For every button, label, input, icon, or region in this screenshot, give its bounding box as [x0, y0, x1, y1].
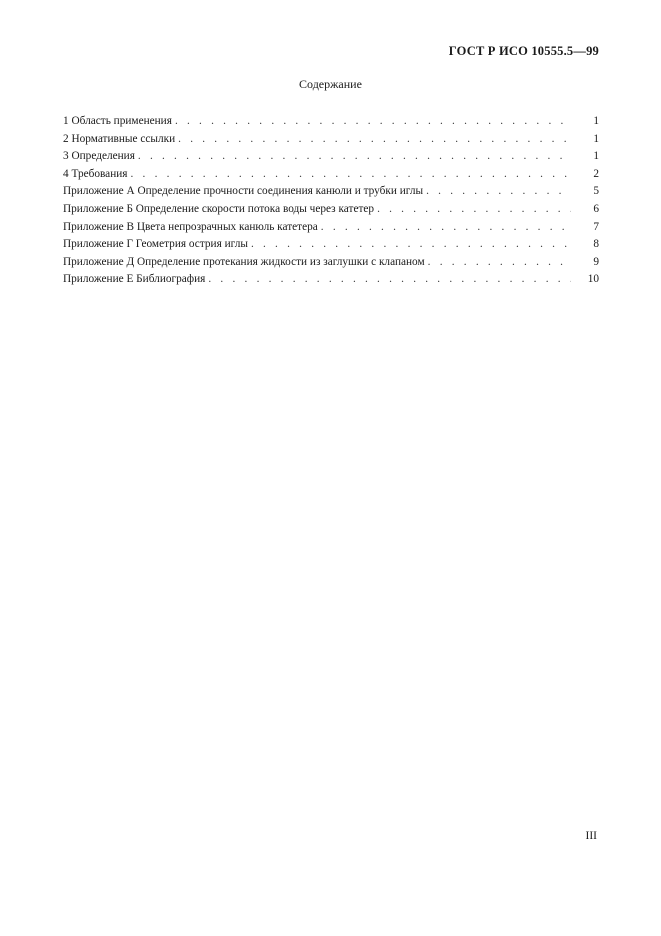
- toc-item-page: 1: [593, 115, 599, 127]
- document-code: ГОСТ Р ИСО 10555.5—99: [448, 44, 599, 58]
- toc-item-page: 1: [593, 132, 599, 145]
- toc-dot-leader: [251, 238, 571, 250]
- toc-dot-leader: [175, 115, 571, 127]
- table-of-contents: [63, 115, 599, 291]
- toc-item-page: 8: [593, 238, 599, 251]
- toc-item-label: Приложение А Определение прочности соединения канюли и трубки иглы: [63, 185, 424, 198]
- toc-item-label: Приложение Б Определение скорости потока воды через катетер: [63, 202, 375, 215]
- toc-item-label: Приложение В Цвета непрозрачных канюль катетера: [63, 220, 318, 233]
- toc-item-page: 10: [587, 273, 599, 286]
- toc-item-label: Приложение Г Геометрия острия иглы: [63, 238, 248, 251]
- toc-item-page: 7: [593, 220, 599, 233]
- toc-item: [63, 256, 599, 274]
- toc-item: [63, 115, 599, 133]
- toc-dot-leader: [321, 221, 571, 233]
- page-number: III: [585, 830, 597, 842]
- toc-item-label: 2 Нормативные ссылки: [63, 132, 176, 145]
- toc-item: [63, 273, 599, 291]
- toc-dot-leader: [131, 168, 572, 180]
- toc-dot-leader: [208, 273, 571, 285]
- toc-item-label: 1 Область применения: [63, 115, 172, 127]
- toc-item: [63, 168, 599, 186]
- toc-item-page: 5: [593, 185, 599, 198]
- toc-item: [63, 221, 599, 239]
- toc-item-page: 1: [593, 150, 599, 163]
- toc-dot-leader: [428, 256, 571, 268]
- toc-dot-leader: [178, 133, 571, 145]
- toc-dot-leader: [138, 150, 571, 162]
- toc-item-page: 2: [593, 167, 599, 180]
- toc-item: [63, 150, 599, 168]
- toc-item-label: Приложение Д Определение протекания жидкости из заглушки с клапаном: [63, 255, 425, 268]
- toc-dot-leader: [377, 203, 571, 215]
- toc-dot-leader: [426, 185, 571, 197]
- toc-item-page: 6: [593, 202, 599, 215]
- toc-item-label: 3 Определения: [63, 150, 135, 163]
- toc-title: Содержание: [299, 77, 362, 91]
- toc-item: [63, 185, 599, 203]
- toc-item: [63, 133, 599, 151]
- toc-item-label: Приложение Е Библиография: [63, 273, 206, 286]
- toc-item-page: 9: [593, 255, 599, 268]
- toc-item: [63, 203, 599, 221]
- toc-item: [63, 238, 599, 256]
- toc-item-label: 4 Требования: [63, 167, 128, 180]
